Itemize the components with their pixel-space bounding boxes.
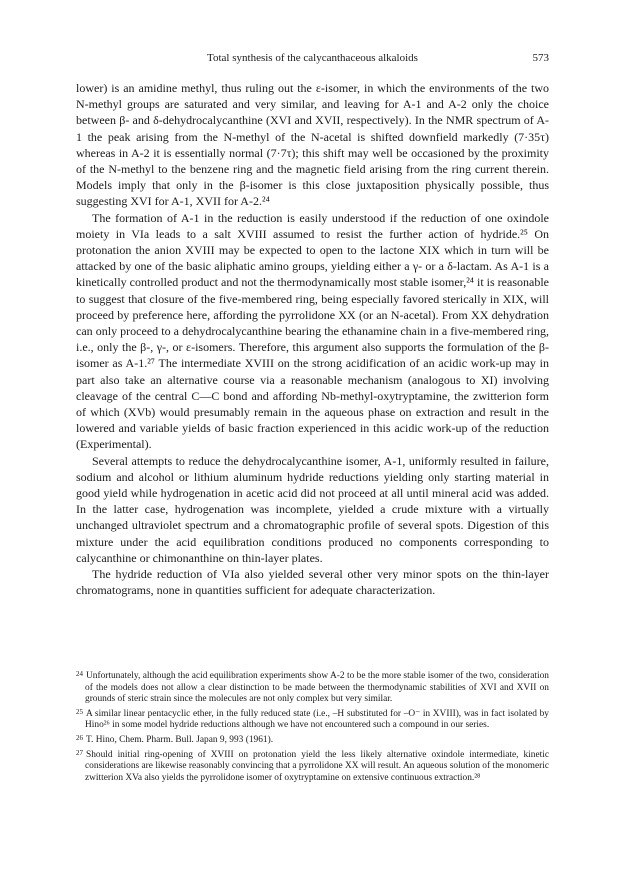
paragraph: Several attempts to reduce the dehydrocalycanthine isomer, A-1, uniformly resulted in failure, sodium and alcohol or lithium aluminum hydride reductions yielding only starting material in good yield while hydrogenation in acetic acid did not proceed at all until mineral acid was added. In the latter case, hydrogenation was incomplete, yielded a crude mixture with a virtually unchanged ultraviolet spectrum and a chromatographic profile of several spots. Digestion of this mixture under the acid equilibration conditions produced no components corresponding to calycanthine or chimonanthine on thin-layer plates.: [76, 453, 549, 565]
footnote: [76, 707, 549, 732]
footnote-mark: 25: [76, 707, 83, 716]
footnote-text: Should initial ring-opening of XVIII on protonation yield the less likely alternative oxindole intermediate, kinetic considerations are likewise reasonably convincing that a pyrrolidone XX will result. An aqueous solution of the monomeric zwitterion XVa also yields the pyrrolidone isomer of oxytryptamine on extensive continuous extraction.²⁸: [85, 749, 549, 783]
page-number: 573: [532, 52, 549, 64]
footnotes: [76, 669, 549, 785]
footnote-text: T. Hino, Chem. Pharm. Bull. Japan 9, 993 (1961).: [86, 734, 274, 745]
paragraph: The hydride reduction of VIa also yielded several other very minor spots on the thin-layer chromatograms, none in quantities sufficient for adequate characterization.: [76, 567, 549, 598]
footnote-mark: 24: [76, 670, 83, 678]
body-text: [76, 80, 549, 599]
paragraph: lower) is an amidine methyl, thus ruling out the ε-isomer, in which the environments of the two N-methyl groups are saturated and very similar, and leaving for A-1 and A-2 only the choice between β- and δ-dehydrocalycanthine (XVI and XVII, respectively). In the NMR spectrum of A-1 the peak arising from the N-methyl of the N-acetal is shifted downfield markedly (7·35τ) whereas in A-2 it is essentially normal (7·7τ); this shift may well be occasioned by the proximity of the N-methyl to the benzene ring and the magnetic field arising from the ring current therein. Models imply that only in the β-isomer is this close juxtaposition physically possible, thus suggesting XVI for A-1, XVII for A-2.²⁴: [76, 81, 549, 209]
paragraph: The formation of A-1 in the reduction is easily understood if the reduction of one oxindole moiety in VIa leads to a salt XVIII assumed to resist the further action of hydride.²⁵ On protonation the anion XVIII may be expected to open to the lactone XIX which in turn will be attacked by one of the basic aliphatic amino groups, yielding either a γ- or a δ-lactam. As A-1 is a kinetically controlled product and not the thermodynamically most stable isomer,²⁴ it is reasonable to suggest that closure of the five-membered ring, being especially favored sterically in XIX, will proceed by preference here, affording the pyrrolidone XX (or an N-acetal). From XX dehydration can only proceed to a dehydrocalycanthine bearing the ethanamine chain in a five-membered ring, i.e., only the β-, γ-, or ε-isomers. Therefore, this argument also supports the formulation of the β-isomer as A-1.²⁷ The intermediate XVIII on the strong acidification of an acidic work-up may in part also take an alternative course via a reasonable mechanism (analogous to XI) involving cleavage of the central C—C bond and affording Nb-methyl-oxytryptamine, the zwitterion form of which (XVb) would presumably remain in the aqueous phase on extraction and result in the lowered and variable yields of basic fraction experienced in this acidic work-up of the reduction (Experimental).: [76, 210, 549, 452]
footnote: [76, 669, 549, 706]
footnote-text: A similar linear pentacyclic ether, in the fully reduced state (i.e., –H substituted for –O⁻ in XVIII), was in fact isolated by Hino²⁶ in some model hydride reductions although we have not encountered such a compound in our series.: [85, 708, 549, 731]
page-header: [76, 52, 549, 68]
footnote-mark: 27: [76, 748, 83, 757]
footnote: [76, 748, 549, 785]
footnote: [76, 733, 549, 747]
footnote-mark: 26: [76, 733, 83, 742]
footnote-text: Unfortunately, although the acid equilibration experiments show A-2 to be the more stable isomer of the two, consideration of the models does not allow a clear distinction to be made between the thermodynamic stabilities of XVI and XVII on grounds of steric strain since the molecules are not only complex but very similar.: [85, 671, 549, 705]
running-title: Total synthesis of the calycanthaceous alkaloids: [207, 52, 418, 64]
